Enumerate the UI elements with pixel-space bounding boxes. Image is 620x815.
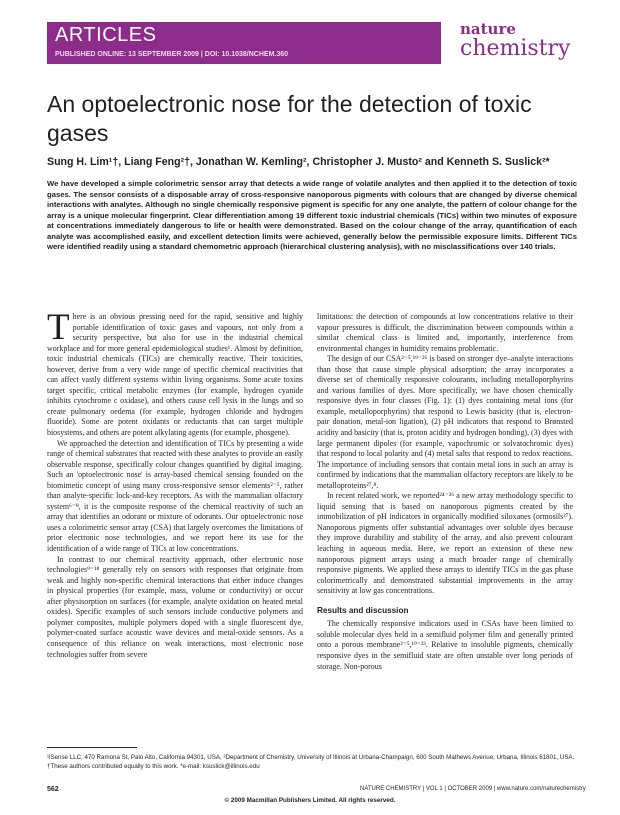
- section-banner: [47, 22, 441, 64]
- drop-cap: T: [47, 307, 70, 348]
- body-paragraph: We approached the detection and identification of TICs by presenting a wide range of chemical substrates that reacted with these analytes to provide an easily observable response, specifically colour changes quantified by digital imaging. Such an 'optoelectronic nose' is array-based chemical sensing founded on the biomimetic concept of using many cross-responsive sensor elements²⁻⁵, rather than analyte-specific lock-and-key receptors. As with the mammalian olfactory system⁶⁻⁸, it is the composite response of the chemical reactivity of such an array that identifies an odorant or mixture of odorants. Our optoelectronic nose uses a colorimetric sensor array (CSA) that largely overcomes the limitations of prior electronic nose technologies, and we report here its use for the identification of a wide range of TICs at low concentrations.: [47, 438, 303, 554]
- author-list: Sung H. Lim¹†, Liang Feng²†, Jonathan W. Kemling², Christopher J. Musto² and Kenneth S. Suslick²*: [47, 156, 550, 168]
- journal-footer: NATURE CHEMISTRY | VOL 1 | OCTOBER 2009 | www.nature.com/naturechemistry: [360, 786, 586, 792]
- body-column-left: [47, 307, 303, 660]
- copyright-notice: © 2009 Macmillan Publishers Limited. All rights reserved.: [224, 797, 396, 804]
- body-paragraph: In recent related work, we reported²⁴⁻²⁶ a new array methodology specific to liquid sensing that is based on nanoporous pigments created by the immobilization of pH indicators in organically modified siloxanes (ormosils²⁷). Nanoporous pigments offer substantial advantages over soluble dyes because they improve durability and stability of the array, and also prevent colourant leaching in aqueous media. Here, we report an extension of these new nanoporous pigment arrays using a much broader range of chemically responsive pigments. We applied these arrays to identify TICs in the gas phase colorimetrically and demonstrated substantial improvements in the array sensitivity at low gas concentrations.: [317, 491, 573, 596]
- footnote-divider: [47, 747, 137, 748]
- logo-line-2: chemistry: [460, 36, 571, 61]
- section-label: ARTICLES: [55, 24, 157, 46]
- section-heading: Results and discussion: [317, 605, 409, 615]
- body-paragraph: The chemically responsive indicators used in CSAs have been limited to soluble molecular dyes held in a semifluid polymer film and generally printed onto a porous membrane²⁻⁵,¹⁹⁻²³. Relative to insoluble pigments, chemically responsive dyes in the semifluid state are often unstable over long periods of storage. Non-porous: [317, 619, 573, 671]
- logo-line-1: nature: [460, 20, 516, 38]
- publication-info: PUBLISHED ONLINE: 13 SEPTEMBER 2009 | DOI: 10.1038/NCHEM.360: [55, 51, 289, 58]
- article-title: An optoelectronic nose for the detection of toxic gases: [47, 91, 532, 146]
- body-column-right: [317, 312, 573, 672]
- body-paragraph: The design of our CSA²⁻⁵,¹⁹⁻²⁶ is based on stronger dye–analyte interactions than those that cause simple physical adsorption; the array incorporates a diverse set of chemically responsive colourants, including metalloporphyrins and various families of dyes. More specifically, we have chosen chemically responsive dyes in four classes (Fig. 1): (1) dyes containing metal ions (for example, metalloporphyrins) that respond to Lewis basicity (that is, electron-pair donation, metal-ion ligation), (2) pH indicators that respond to Brønsted acidity and basicity (that is, proton acidity and hydrogen bonding), (3) dyes with large permanent dipoles (for example, vapochromic or solvatochromic dyes) that respond to local polarity and (4) metal salts that respond to redox reactions. The importance of including sensors that contain metal ions in such an array is confirmed by indications that the mammalian olfactory receptors are likely to be metalloproteins²⁷,⁸.: [317, 354, 573, 490]
- journal-logo: [454, 20, 574, 66]
- affiliations-footnote: ¹iSense LLC, 470 Ramona St, Palo Alto, California 94301, USA, ²Department of Chemistry, University of Illinois at Urbana-Champaign, 600 South Mathews Avenue, Urbana, Illinois 61801, USA. †These authors contributed equally to this work. *e-mail: ksuslick@illinois.edu: [47, 754, 575, 770]
- intro-paragraph: [47, 307, 303, 439]
- abstract: We have developed a simple colorimetric sensor array that detects a wide range of volatile analytes and then applied it to the detection of toxic gases. The sensor consists of a disposable array of cross-responsive nanoporous pigments with colours that are changed by diverse chemical interactions with analytes. Although no single chemically responsive pigment is specific for any one analyte, the pattern of colour change for the array is a unique molecular fingerprint. Clear differentiation among 19 different toxic industrial chemicals (TICs) within two minutes of exposure at concentrations immediately dangerous to life or health were demonstrated. Based on the colour change of the array, quantification of each analyte was accomplished easily, and excellent detection limits were achieved, generally below the permissible exposure limits. Different TICs were identified readily using a standard chemometric approach (hierarchical clustering analysis), with no misclassifications over 140 trials.: [47, 179, 577, 251]
- page-number: 562: [47, 786, 59, 793]
- body-paragraph: In contrast to our chemical reactivity approach, other electronic nose technologies⁹⁻¹⁸ generally rely on sensors with responses that originate from weak and highly non-specific chemical interactions that either induce changes in physical properties (for example, mass, volume or conductivity) or occur after physisorption on surfaces (for example, analyte oxidation on heated metal oxides). Specific examples of such sensors include conductive polymers and polymer composites, multiple polymers doped with a single fluorescent dye, polymer-coated surface acoustic wave devices and metal-oxide sensors. As a consequence of this reliance on weak interactions, most electronic nose technologies suffer from severe: [47, 554, 303, 659]
- body-paragraph: limitations: the detection of compounds at low concentrations relative to their vapour pressures is difficult, the discrimination between compounds within a similar chemical class is limited and, importantly, interference from environmental changes in humidity remains problematic.: [317, 312, 573, 353]
- paragraph-text: here is an obvious pressing need for the rapid, sensitive and highly portable identification of toxic gases and vapours, not only from a security perspective, but also for use in the industrial chemical workplace and for more general epidemiological studies¹. Almost by definition, toxic industrial chemicals (TICs) are chemically reactive. Their toxicities, however, derive from a very wide range of specific chemical reactivities that can affect vastly different systems within living organisms. Some acute toxins target specific, critical metabolic enzymes (for example, hydrogen cyanide inhibits cytochrome c oxidase), and others cause cell lysis in the lungs and so create pulmonary oedema (for example, hydrogen chloride and hydrogen fluoride). Some are potent oxidants or reductants that can target multiple biosystems, and others are potent alkylating agents (for example, phosgene).: [47, 312, 303, 438]
